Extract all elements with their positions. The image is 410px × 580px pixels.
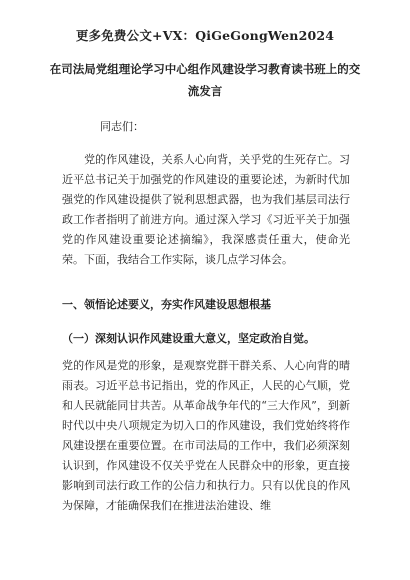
paragraph-intro — [62, 150, 350, 270]
salutation: 同志们： — [100, 120, 144, 133]
paragraph-body — [62, 356, 350, 516]
promo-line: 更多免费公文+VX：QiGeGongWen2024 — [75, 28, 335, 43]
paragraph-body-text: 党的作风是党的形象，是观察党群干群关系、人心向背的晴雨表。习近平总书记指出，党的作风正，人民的心气顺，党和人民就能同甘共苦。从革命战争年代的“三大作风”，到新时代以中央八项规定为切入口的作风建设，我们党始终将作风建设摆在重要位置。在市司法局的工作中，我们必须深刻认识到，作风建设不仅关乎党在人民群众中的形象，更直接影响到司法行政工作的公信力和执行力。只有以优良的作风为保障，才能确保我们在推进法治建设、维 — [62, 359, 350, 512]
subsection-heading: （一）深刻认识作风建设重大意义，坚定政治自觉。 — [62, 332, 315, 345]
paragraph-intro-text: 党的作风建设，关系人心向背，关乎党的生死存亡。习近平总书记关于加强党的作风建设的重要论述，为新时代加强党的作风建设提供了锐利思想武器，也为我们基层司法行政工作者指明了前进方向。通过深入学习《习近平关于加强党的作风建设重要论述摘编》，我深感责任重大，使命光荣。下面，我结合工作实际，谈几点学习体会。 — [62, 153, 350, 266]
section-heading: 一、领悟论述要义，夯实作风建设思想根基 — [62, 298, 271, 311]
document-title: 在司法局党组理论学习中心组作风建设学习教育读书班上的交流发言 — [49, 62, 361, 98]
